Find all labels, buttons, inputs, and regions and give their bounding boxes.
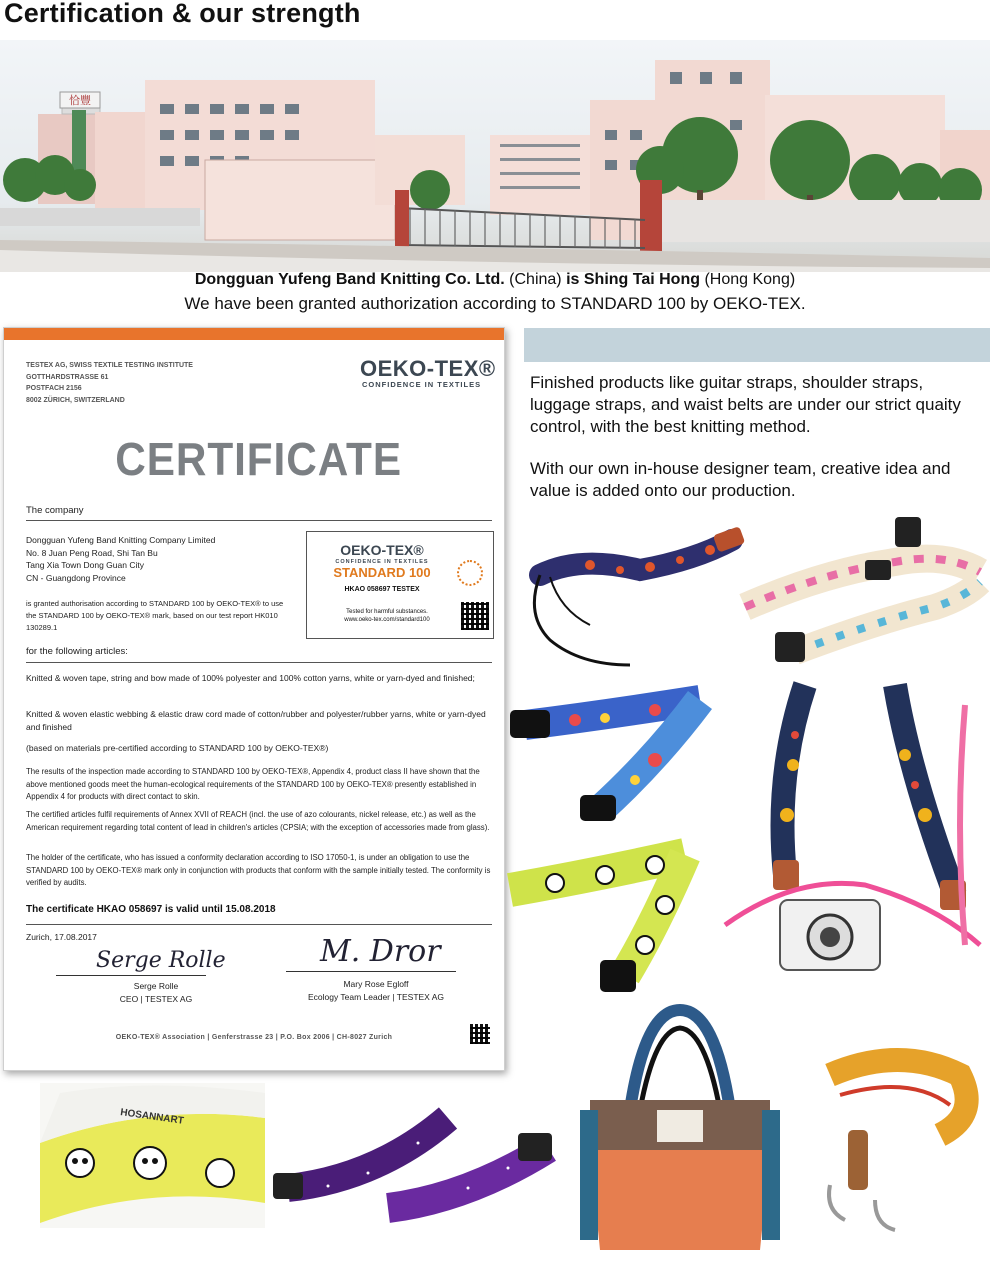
company-line-2: Tang Xia Town Dong Guan City <box>26 560 144 570</box>
hosanna-text: HOSANNART <box>119 1107 185 1127</box>
for-articles-label: for the following articles: <box>26 646 128 657</box>
company-line-1: No. 8 Juan Peng Road, Shi Tan Bu <box>26 547 158 558</box>
blue-header-bar <box>524 328 990 362</box>
certificate-footer: OEKO-TEX® Association | Genferstrasse 23 | P.O. Box 2006 | CH-8027 Zurich <box>115 1034 393 1041</box>
holder-text: The holder of the certificate, who has issued a conformity declaration according to ISO 17050-1, is under an obligation to use the STANDARD 100 by OEKO-TEX® mark only in conjunction with products that conform with the sample initially tested. The conformity is verified by audits. <box>26 853 491 887</box>
signer-1 <box>56 980 256 1005</box>
company-line-0: Dongguan Yufeng Band Knitting Company Limited <box>26 535 216 545</box>
product-photo-camera-strap <box>715 675 990 990</box>
sun-icon <box>457 560 483 586</box>
certificate-title: CERTIFICATE <box>115 433 402 485</box>
factory-photo <box>0 40 990 272</box>
product-photo-guitar-strap <box>520 515 745 675</box>
divider <box>26 662 492 663</box>
divider <box>26 924 492 925</box>
company-region: (Hong Kong) <box>704 271 796 288</box>
institute-address <box>26 360 193 406</box>
valid-text: The certificate HKAO 058697 is valid until 15.08.2018 <box>26 904 276 915</box>
reach-text: The certified articles fulfil requirements of Annex XVII of REACH (incl. the use of azo colourants, nickel release, etc.) as well as the American requirement regarding total content of lead in children's articles (CPSIA; with the exception of accessories made from glass). <box>26 810 490 832</box>
article-2: Knitted & woven elastic webbing & elastic draw cord made of cotton/rubber and polyester/rubber yarns, white or yarn-dyed and finished <box>26 709 486 732</box>
signer-1-title: CEO | TESTEX AG <box>119 993 193 1004</box>
label-code: HKAO 058697 TESTEX <box>344 586 420 593</box>
institute-city: 8002 ZÜRICH, SWITZERLAND <box>26 396 125 404</box>
oeko-tex-certificate <box>3 327 505 1071</box>
product-photo-panda-strap <box>505 835 715 995</box>
label-tested-text: Tested for harmful substances. <box>346 609 428 615</box>
signer-2-title: Ecology Team Leader | TESTEX AG <box>307 991 445 1002</box>
signature-mary: M. Dror <box>320 934 441 969</box>
company-line <box>0 271 990 289</box>
product-photo-tote-bag <box>575 1000 785 1265</box>
authorization-line: We have been granted authorization according to STANDARD 100 by OEKO-TEX. <box>184 294 806 313</box>
footer-qr-icon <box>470 1024 490 1044</box>
divider <box>26 520 492 521</box>
cert-date: Zurich, 17.08.2017 <box>26 932 97 942</box>
company-line-3: CN - Guangdong Province <box>26 572 126 583</box>
signer-1-name: Serge Rolle <box>133 981 179 991</box>
results-text: The results of the inspection made according to STANDARD 100 by OEKO-TEX®, Appendix 4, product class II have shown that the above mentioned goods meet the human-ecological requirements of the STANDARD 100 by OEKO-TEX® presently established in Appendix 4 for products with direct contact to skin. <box>26 767 480 801</box>
article-1: Knitted & woven tape, string and bow made of 100% polyester and 100% cotton yarns, white or yarn-dyed and finished; <box>26 673 475 683</box>
institute-street: GOTTHARDSTRASSE 61 <box>26 373 109 381</box>
product-photo-yellow-strap <box>800 1035 985 1235</box>
oeko-tex-logo: OEKO-TEX® <box>360 356 496 381</box>
label-tagline: CONFIDENCE IN TEXTILES <box>335 559 429 565</box>
company-name: Dongguan Yufeng Band Knitting Co. Ltd. <box>194 271 505 288</box>
signer-2 <box>276 978 476 1003</box>
qr-code-icon <box>461 602 489 630</box>
description <box>530 372 970 522</box>
company-country: (China) <box>509 271 562 288</box>
page-heading: Certification & our strength <box>4 0 361 28</box>
label-standard: STANDARD 100 <box>333 565 431 580</box>
company-address <box>26 534 215 584</box>
description-para-1: Finished products like guitar straps, shoulder straps, luggage straps, and waist belts are under our strict quaity control, with the best knitting method. <box>530 373 961 436</box>
signature-serge: Serge Rolle <box>96 948 226 973</box>
institute-postfach: POSTFACH 2156 <box>26 385 82 392</box>
based-on-text: (based on materials pre-certified according to STANDARD 100 by OEKO-TEX®) <box>26 743 329 753</box>
signature-line <box>56 975 206 976</box>
granted-text: is granted authorisation according to STANDARD 100 by OEKO-TEX® to use the STANDARD 100 by OEKO-TEX® mark, based on our test report HK010 130289.1 <box>26 599 284 632</box>
signer-2-name: Mary Rose Egloff <box>343 979 409 989</box>
company-connector: is Shing Tai Hong <box>566 271 700 288</box>
oeko-tex-tagline: CONFIDENCE IN TEXTILES <box>362 380 482 389</box>
description-para-2: With our own in-house designer team, creative idea and value is added onto our production. <box>530 459 951 500</box>
product-photo-luggage-strap <box>735 512 990 677</box>
product-photo-blue-strap <box>505 680 720 840</box>
institute-name: TESTEX AG, SWISS TEXTILE TESTING INSTITUTE <box>26 362 193 369</box>
standard-100-label <box>306 531 494 639</box>
signature-line <box>286 971 456 972</box>
the-company-label: The company <box>26 505 84 516</box>
product-photo-hosanna-strap <box>40 1083 265 1228</box>
label-url: www.oeko-tex.com/standard100 <box>344 617 430 623</box>
label-tested <box>327 608 447 624</box>
product-photo-purple-strap <box>268 1088 563 1238</box>
certificate-top-bar <box>4 328 504 340</box>
factory-sign: 恰豐 <box>69 94 91 107</box>
label-logo: OEKO-TEX® <box>340 542 424 558</box>
